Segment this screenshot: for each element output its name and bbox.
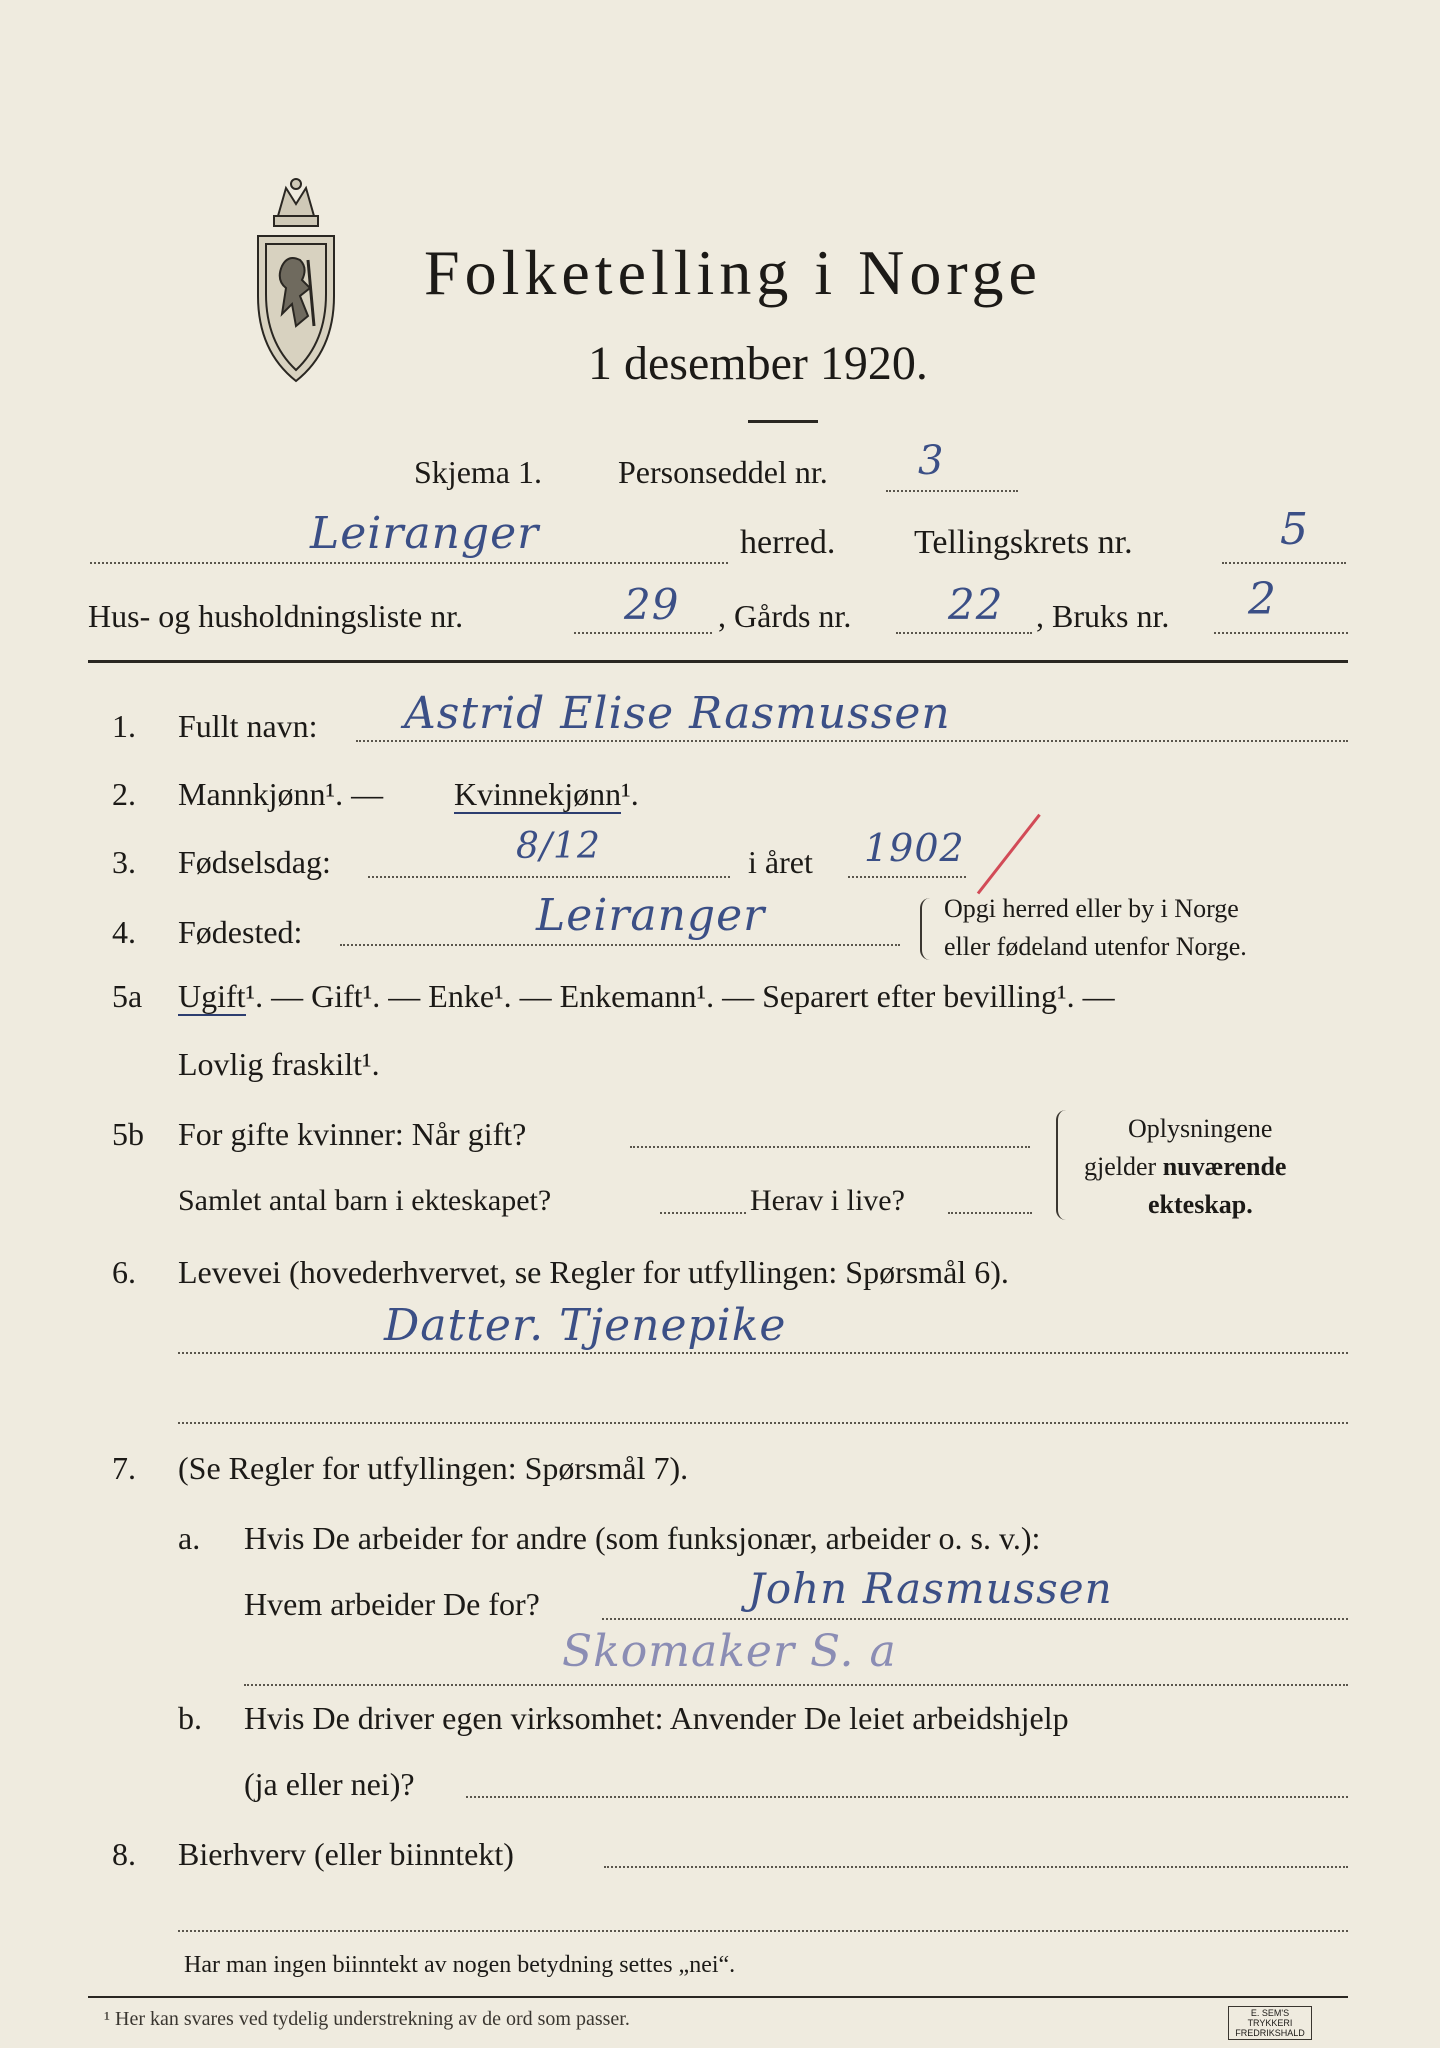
q5b-alive-line xyxy=(948,1212,1032,1214)
q7b-label2: (ja eller nei)? xyxy=(244,1766,415,1802)
gards-label: , Gårds nr. xyxy=(718,598,852,634)
q4-note-bracket xyxy=(920,898,932,960)
hus-line xyxy=(574,632,712,634)
q3-day-line xyxy=(368,876,730,878)
footnote: ¹ Her kan svares ved tydelig understrekning av de ord som passer. xyxy=(104,2008,630,2030)
gards-line xyxy=(896,632,1032,634)
q4-line xyxy=(340,944,900,946)
schema-label: Skjema 1. xyxy=(414,454,542,490)
q2-kvinnekjonn-sup: ¹. xyxy=(621,776,639,812)
q7-label: (Se Regler for utfyllingen: Spørsmål 7). xyxy=(178,1450,689,1486)
q3-day-value: 8/12 xyxy=(516,826,601,867)
q5b-married-line xyxy=(630,1146,1030,1148)
tellingskrets-label: Tellingskrets nr. xyxy=(914,524,1133,561)
header-divider xyxy=(88,660,1348,663)
norwegian-coat-of-arms-icon xyxy=(248,176,344,386)
herred-value: Leiranger xyxy=(310,508,540,559)
q5b-number: 5b xyxy=(112,1116,144,1152)
bruks-value: 2 xyxy=(1248,574,1277,625)
q5b-label1: For gifte kvinner: Når gift? xyxy=(178,1116,527,1152)
q7b-line xyxy=(466,1796,1348,1798)
q4-note-line1: Opgi herred eller by i Norge xyxy=(944,894,1239,923)
q2-kvinnekjonn-selected xyxy=(454,776,639,813)
q2-kvinnekjonn: Kvinnekjønn xyxy=(454,776,622,812)
q7a-who-label: Hvem arbeider De for? xyxy=(244,1586,540,1622)
hus-value: 29 xyxy=(624,580,680,629)
q6-line2 xyxy=(178,1422,1348,1424)
q1-label: Fullt navn: xyxy=(178,708,318,744)
q5b-note-line3: ekteskap. xyxy=(1148,1190,1253,1219)
q3-year-line xyxy=(848,876,966,878)
q6-label: Levevei (hovederhvervet, se Regler for utfyllingen: Spørsmål 6). xyxy=(178,1254,1009,1290)
q3-number: 3. xyxy=(112,844,136,880)
q5a-other-options: ¹. — Gift¹. — Enke¹. — Enkemann¹. — Separert efter bevilling¹. — xyxy=(245,978,1115,1014)
gards-value: 22 xyxy=(948,580,1004,629)
q2-mannkjonn: Mannkjønn¹. — xyxy=(178,776,384,812)
personseddel-label: Personseddel nr. xyxy=(618,454,828,490)
q5b-label2: Samlet antal barn i ekteskapet? xyxy=(178,1184,552,1217)
q4-label: Fødested: xyxy=(178,914,303,950)
q5b-children-line xyxy=(660,1212,746,1214)
q7-number: 7. xyxy=(112,1450,136,1486)
q5a-options xyxy=(178,978,1115,1015)
q6-number: 6. xyxy=(112,1254,136,1290)
q4-value: Leiranger xyxy=(536,890,766,941)
q2-number: 2. xyxy=(112,776,136,812)
q3-year-value: 1902 xyxy=(864,826,965,870)
q4-number: 4. xyxy=(112,914,136,950)
q8-number: 8. xyxy=(112,1836,136,1872)
q6-line1 xyxy=(178,1352,1348,1354)
form-date: 1 desember 1920. xyxy=(588,337,928,390)
q5a-number: 5a xyxy=(112,978,143,1014)
q8-label: Bierhverv (eller biinntekt) xyxy=(178,1836,514,1872)
q7a-label: Hvis De arbeider for andre (som funksjonær, arbeider o. s. v.): xyxy=(244,1520,1041,1556)
q7a-value2: Skomaker S. a xyxy=(562,1626,897,1677)
bruks-label: , Bruks nr. xyxy=(1036,598,1170,634)
q5a-ugift: Ugift xyxy=(178,978,246,1014)
q7b-label: Hvis De driver egen virksomhet: Anvender De leiet arbeidshjelp xyxy=(244,1700,1069,1736)
q3-label: Fødselsdag: xyxy=(178,844,331,880)
q7a-line2 xyxy=(244,1684,1348,1686)
tellingskrets-line xyxy=(1222,562,1346,564)
q5b-note-nuvaerende: nuværende xyxy=(1162,1152,1287,1181)
red-check-mark xyxy=(977,814,1041,895)
q5b-label3: Herav i live? xyxy=(750,1184,905,1217)
q5b-note-line1: Oplysningene xyxy=(1128,1114,1273,1143)
q8-line1 xyxy=(604,1866,1348,1868)
footer-divider xyxy=(88,1996,1348,1998)
q5b-note-gjelder: gjelder xyxy=(1084,1152,1157,1181)
q8-line2 xyxy=(178,1930,1348,1932)
herred-label: herred. xyxy=(740,524,836,561)
q7a-letter: a. xyxy=(178,1520,201,1556)
form-title: Folketelling i Norge xyxy=(424,237,1042,308)
title-divider xyxy=(748,420,818,423)
personseddel-value: 3 xyxy=(918,438,945,484)
q5b-note-bracket xyxy=(1056,1110,1068,1220)
q5a-line2: Lovlig fraskilt¹. xyxy=(178,1046,380,1082)
q6-value: Datter. Tjenepike xyxy=(384,1300,787,1351)
q7a-line1 xyxy=(602,1618,1348,1620)
printer-stamp: E. SEM'S TRYKKERI FREDRIKSHALD xyxy=(1228,2006,1312,2040)
herred-line xyxy=(90,562,728,564)
hus-label: Hus- og husholdningsliste nr. xyxy=(88,598,464,634)
q3-year-label: i året xyxy=(748,844,813,880)
q1-value: Astrid Elise Rasmussen xyxy=(404,688,951,739)
q5b-note-line2 xyxy=(1084,1152,1286,1182)
q7b-letter: b. xyxy=(178,1700,202,1736)
bruks-line xyxy=(1214,632,1348,634)
q1-number: 1. xyxy=(112,708,136,744)
q4-note-line2: eller fødeland utenfor Norge. xyxy=(944,932,1247,961)
tellingskrets-value: 5 xyxy=(1280,504,1309,555)
footer-note: Har man ingen biinntekt av nogen betydning settes „nei“. xyxy=(184,1952,736,1978)
q1-line xyxy=(356,740,1348,742)
personseddel-line xyxy=(886,490,1018,492)
q7a-value: John Rasmussen xyxy=(748,1564,1113,1613)
